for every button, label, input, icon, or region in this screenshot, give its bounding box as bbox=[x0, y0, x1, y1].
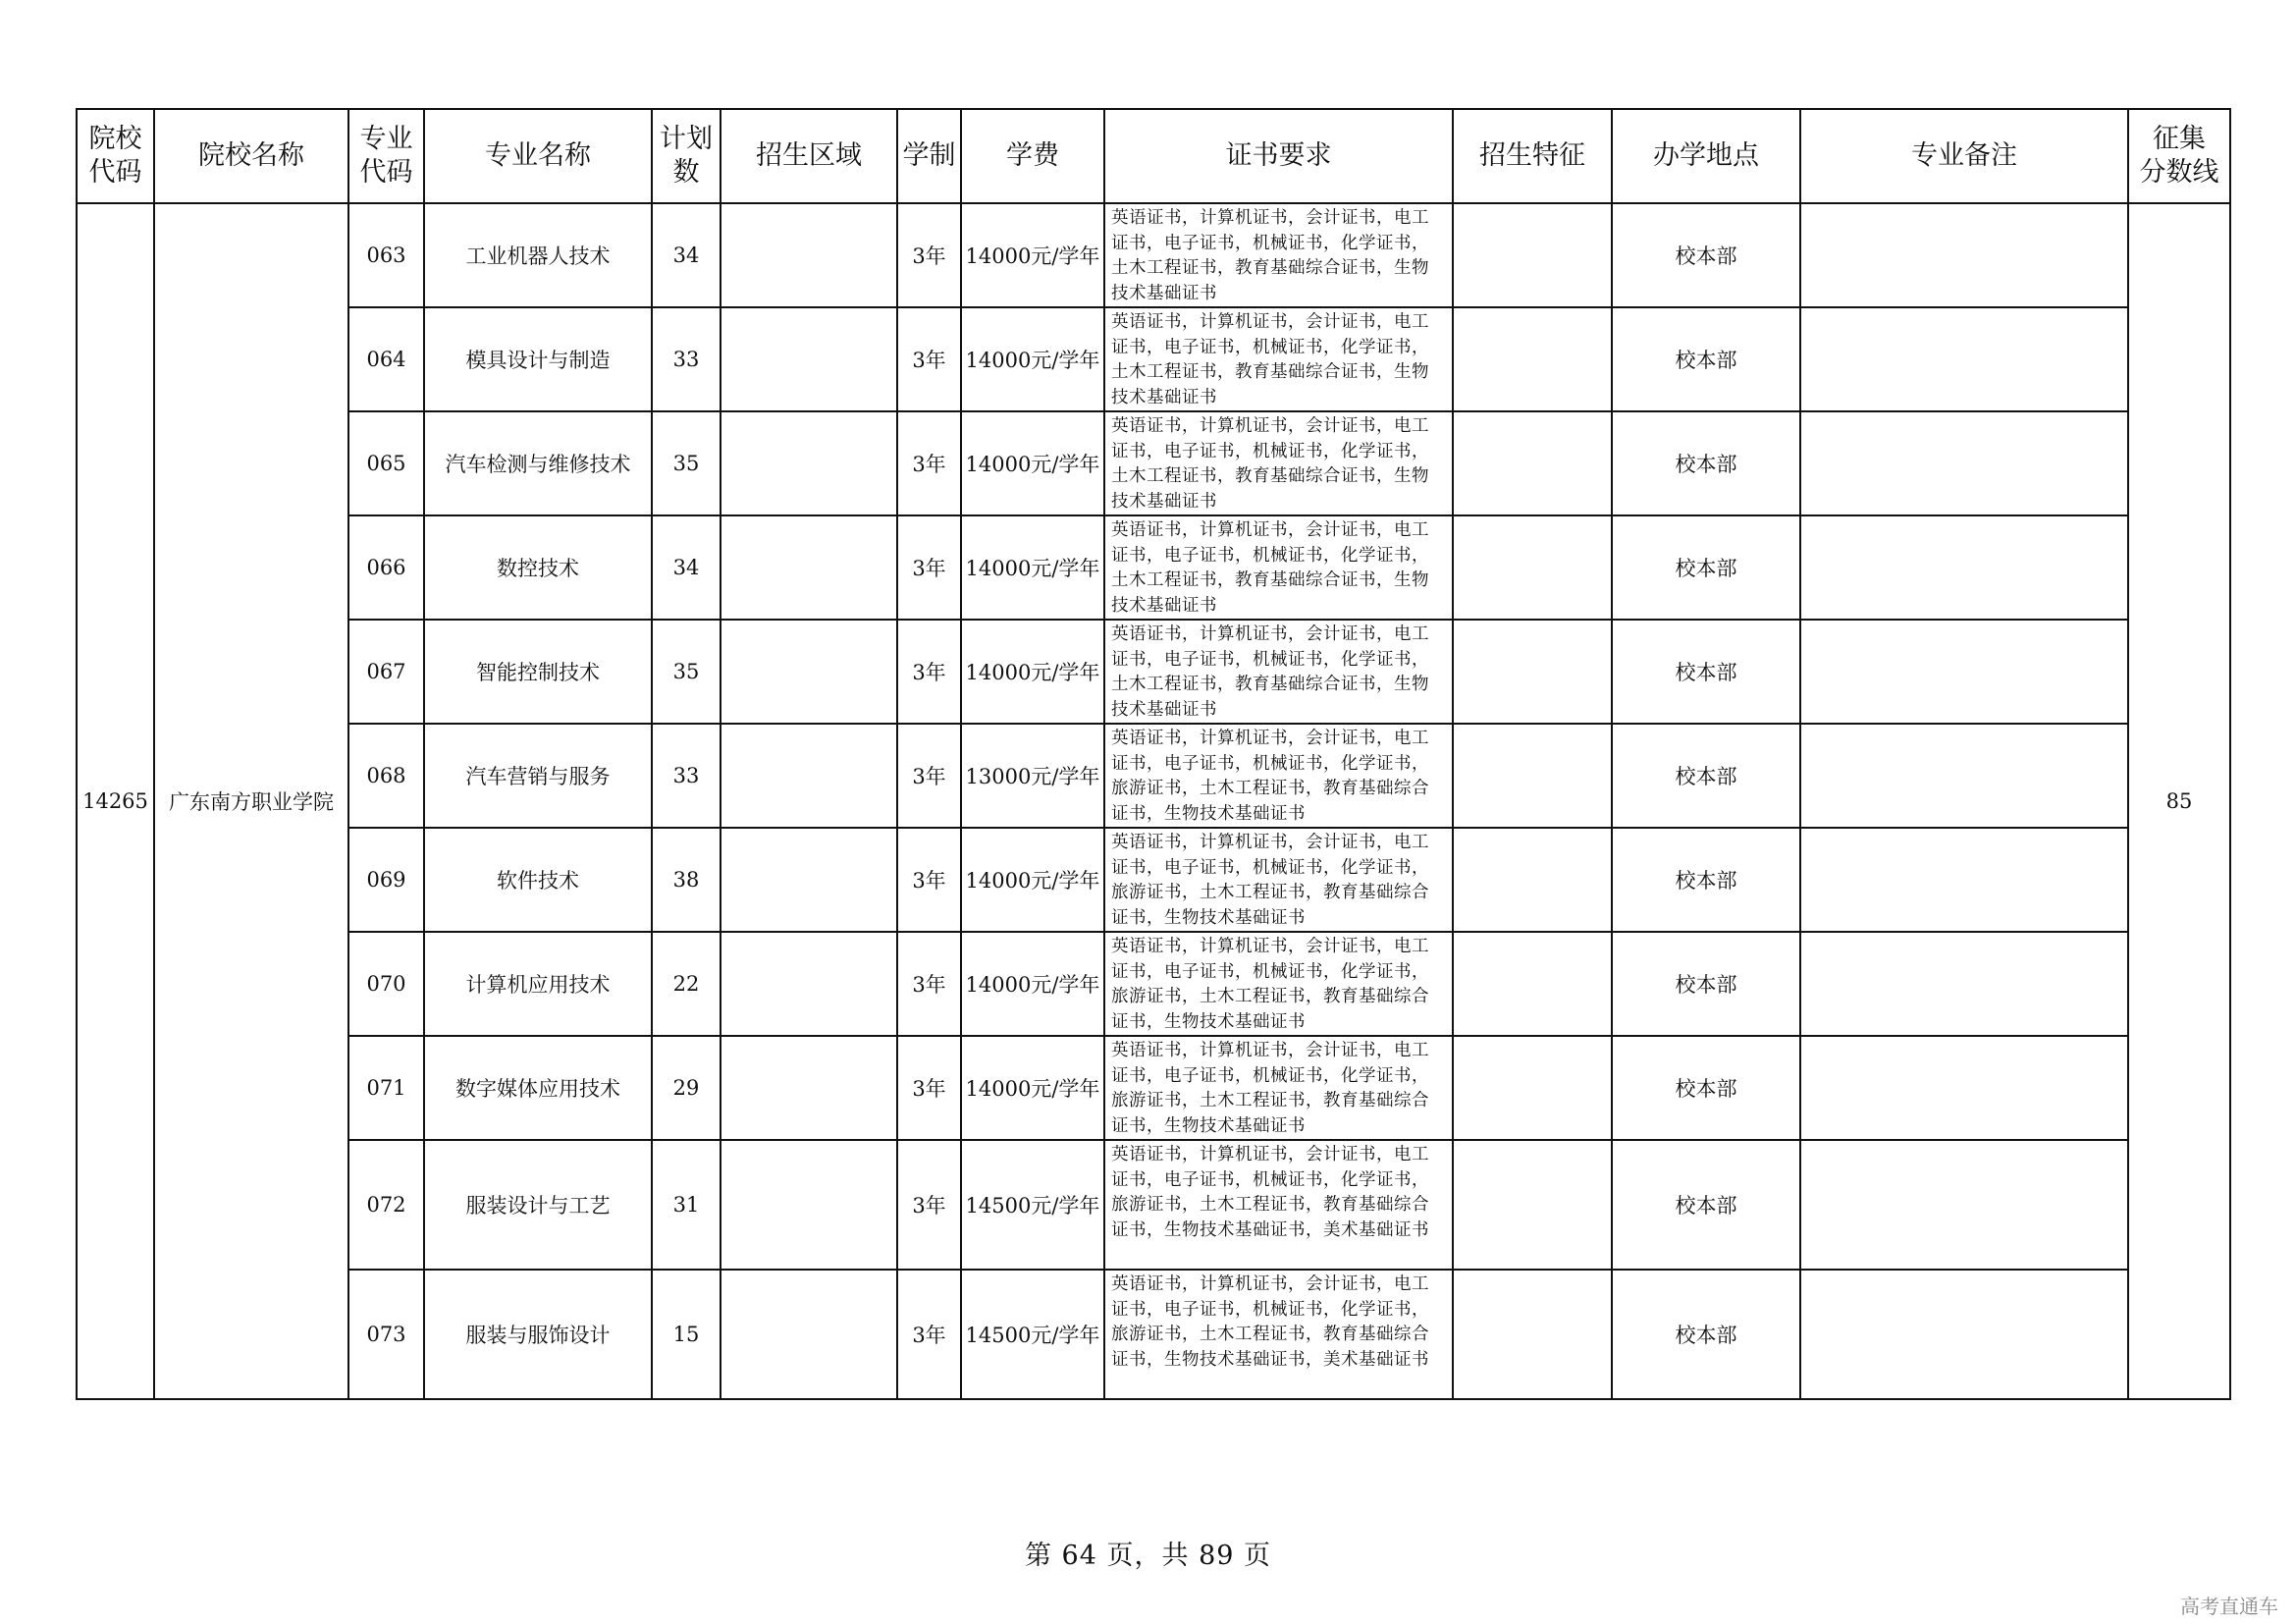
duration-cell: 3年 bbox=[897, 1270, 961, 1399]
header-label-line: 院校 bbox=[88, 124, 142, 154]
table-row bbox=[77, 828, 2230, 932]
region-cell bbox=[721, 203, 897, 307]
admission-plan-table-container bbox=[76, 108, 2229, 1400]
major-code-cell: 064 bbox=[348, 307, 424, 411]
region-cell bbox=[721, 515, 897, 620]
region-cell bbox=[721, 307, 897, 411]
remark-cell bbox=[1800, 828, 2128, 932]
school-name-cell: 广东南方职业学院 bbox=[154, 203, 348, 1399]
location-cell: 校本部 bbox=[1612, 307, 1800, 411]
duration-cell: 3年 bbox=[897, 1140, 961, 1270]
certificate-cell: 英语证书，计算机证书，会计证书，电工证书，电子证书，机械证书，化学证书，旅游证书，土木工程证书，教育基础综合证书，生物技术基础证书，美术基础证书 bbox=[1104, 1140, 1453, 1270]
header-label-line: 分数线 bbox=[2139, 157, 2219, 188]
certificate-cell: 英语证书，计算机证书，会计证书，电工证书，电子证书，机械证书，化学证书，旅游证书，土木工程证书，教育基础综合证书，生物技术基础证书 bbox=[1104, 1036, 1453, 1140]
duration-cell: 3年 bbox=[897, 515, 961, 620]
major-code-cell: 063 bbox=[348, 203, 424, 307]
table-header-row bbox=[77, 109, 2230, 203]
feature-cell bbox=[1453, 620, 1612, 724]
plan-count-cell: 38 bbox=[652, 828, 721, 932]
region-cell bbox=[721, 411, 897, 515]
major-code-cell: 065 bbox=[348, 411, 424, 515]
header-certificate bbox=[1104, 109, 1453, 203]
header-label-line: 代码 bbox=[359, 157, 413, 188]
header-major-code bbox=[348, 109, 424, 203]
plan-count-cell: 33 bbox=[652, 307, 721, 411]
header-label-line: 专业备注 bbox=[1911, 140, 2017, 171]
tuition-cell: 14000元/学年 bbox=[961, 307, 1104, 411]
remark-cell bbox=[1800, 724, 2128, 828]
certificate-cell: 英语证书，计算机证书，会计证书，电工证书，电子证书，机械证书，化学证书，旅游证书，土木工程证书，教育基础综合证书，生物技术基础证书，美术基础证书 bbox=[1104, 1270, 1453, 1399]
feature-cell bbox=[1453, 724, 1612, 828]
tuition-cell: 14500元/学年 bbox=[961, 1270, 1104, 1399]
region-cell bbox=[721, 932, 897, 1036]
header-duration bbox=[897, 109, 961, 203]
header-label-line: 学费 bbox=[1006, 140, 1059, 171]
certificate-cell: 英语证书，计算机证书，会计证书，电工证书，电子证书，机械证书，化学证书，旅游证书，土木工程证书，教育基础综合证书，生物技术基础证书 bbox=[1104, 932, 1453, 1036]
feature-cell bbox=[1453, 828, 1612, 932]
region-cell bbox=[721, 1270, 897, 1399]
table-body bbox=[77, 203, 2230, 1399]
header-remark bbox=[1800, 109, 2128, 203]
certificate-cell: 英语证书，计算机证书，会计证书，电工证书，电子证书，机械证书，化学证书，旅游证书，土木工程证书，教育基础综合证书，生物技术基础证书 bbox=[1104, 724, 1453, 828]
certificate-cell: 英语证书，计算机证书，会计证书，电工证书，电子证书，机械证书，化学证书，土木工程证书，教育基础综合证书，生物技术基础证书 bbox=[1104, 411, 1453, 515]
remark-cell bbox=[1800, 620, 2128, 724]
cutoff-score-cell: 85 bbox=[2128, 203, 2230, 1399]
tuition-cell: 14000元/学年 bbox=[961, 828, 1104, 932]
feature-cell bbox=[1453, 515, 1612, 620]
location-cell: 校本部 bbox=[1612, 203, 1800, 307]
region-cell bbox=[721, 1140, 897, 1270]
header-label-line: 证书要求 bbox=[1225, 140, 1332, 171]
major-name-cell: 计算机应用技术 bbox=[424, 932, 652, 1036]
tuition-cell: 14000元/学年 bbox=[961, 620, 1104, 724]
major-code-cell: 069 bbox=[348, 828, 424, 932]
remark-cell bbox=[1800, 1270, 2128, 1399]
plan-count-cell: 22 bbox=[652, 932, 721, 1036]
tuition-cell: 14000元/学年 bbox=[961, 515, 1104, 620]
header-location bbox=[1612, 109, 1800, 203]
table-row bbox=[77, 932, 2230, 1036]
major-code-cell: 071 bbox=[348, 1036, 424, 1140]
table-row bbox=[77, 724, 2230, 828]
major-code-cell: 067 bbox=[348, 620, 424, 724]
major-name-cell: 数控技术 bbox=[424, 515, 652, 620]
header-label-line: 院校名称 bbox=[198, 140, 304, 171]
major-code-cell: 072 bbox=[348, 1140, 424, 1270]
header-label-line: 代码 bbox=[88, 157, 142, 188]
tuition-cell: 14000元/学年 bbox=[961, 932, 1104, 1036]
duration-cell: 3年 bbox=[897, 620, 961, 724]
location-cell: 校本部 bbox=[1612, 1036, 1800, 1140]
header-region bbox=[721, 109, 897, 203]
tuition-cell: 14500元/学年 bbox=[961, 1140, 1104, 1270]
feature-cell bbox=[1453, 411, 1612, 515]
header-label-line: 办学地点 bbox=[1653, 140, 1759, 171]
header-plan-count bbox=[652, 109, 721, 203]
location-cell: 校本部 bbox=[1612, 411, 1800, 515]
plan-count-cell: 34 bbox=[652, 515, 721, 620]
region-cell bbox=[721, 828, 897, 932]
plan-count-cell: 35 bbox=[652, 411, 721, 515]
duration-cell: 3年 bbox=[897, 203, 961, 307]
feature-cell bbox=[1453, 203, 1612, 307]
admission-plan-table bbox=[76, 108, 2231, 1400]
table-row bbox=[77, 620, 2230, 724]
header-feature bbox=[1453, 109, 1612, 203]
major-code-cell: 066 bbox=[348, 515, 424, 620]
school-code-cell: 14265 bbox=[77, 203, 154, 1399]
header-label-line: 招生特征 bbox=[1479, 140, 1585, 171]
major-name-cell: 数字媒体应用技术 bbox=[424, 1036, 652, 1140]
remark-cell bbox=[1800, 411, 2128, 515]
duration-cell: 3年 bbox=[897, 307, 961, 411]
header-label-line: 学制 bbox=[902, 140, 956, 171]
watermark-text: 高考直通车 bbox=[2180, 1595, 2278, 1618]
duration-cell: 3年 bbox=[897, 411, 961, 515]
region-cell bbox=[721, 1036, 897, 1140]
location-cell: 校本部 bbox=[1612, 515, 1800, 620]
header-label-line: 征集 bbox=[2153, 124, 2206, 154]
header-school-code bbox=[77, 109, 154, 203]
remark-cell bbox=[1800, 1140, 2128, 1270]
header-label-line: 数 bbox=[672, 157, 700, 188]
feature-cell bbox=[1453, 1270, 1612, 1399]
certificate-cell: 英语证书，计算机证书，会计证书，电工证书，电子证书，机械证书，化学证书，土木工程证书，教育基础综合证书，生物技术基础证书 bbox=[1104, 307, 1453, 411]
remark-cell bbox=[1800, 307, 2128, 411]
remark-cell bbox=[1800, 203, 2128, 307]
tuition-cell: 14000元/学年 bbox=[961, 203, 1104, 307]
header-tuition bbox=[961, 109, 1104, 203]
major-name-cell: 服装设计与工艺 bbox=[424, 1140, 652, 1270]
location-cell: 校本部 bbox=[1612, 1270, 1800, 1399]
tuition-cell: 14000元/学年 bbox=[961, 411, 1104, 515]
table-row bbox=[77, 203, 2230, 307]
remark-cell bbox=[1800, 1036, 2128, 1140]
location-cell: 校本部 bbox=[1612, 724, 1800, 828]
table-row bbox=[77, 515, 2230, 620]
header-cutoff bbox=[2128, 109, 2230, 203]
header-school-name bbox=[154, 109, 348, 203]
region-cell bbox=[721, 724, 897, 828]
plan-count-cell: 29 bbox=[652, 1036, 721, 1140]
location-cell: 校本部 bbox=[1612, 932, 1800, 1036]
table-row bbox=[77, 1140, 2230, 1270]
major-code-cell: 073 bbox=[348, 1270, 424, 1399]
feature-cell bbox=[1453, 932, 1612, 1036]
header-label-line: 专业名称 bbox=[485, 140, 591, 171]
tuition-cell: 13000元/学年 bbox=[961, 724, 1104, 828]
remark-cell bbox=[1800, 515, 2128, 620]
location-cell: 校本部 bbox=[1612, 620, 1800, 724]
duration-cell: 3年 bbox=[897, 828, 961, 932]
table-row bbox=[77, 411, 2230, 515]
feature-cell bbox=[1453, 307, 1612, 411]
certificate-cell: 英语证书，计算机证书，会计证书，电工证书，电子证书，机械证书，化学证书，旅游证书，土木工程证书，教育基础综合证书，生物技术基础证书 bbox=[1104, 828, 1453, 932]
duration-cell: 3年 bbox=[897, 1036, 961, 1140]
feature-cell bbox=[1453, 1140, 1612, 1270]
duration-cell: 3年 bbox=[897, 724, 961, 828]
major-name-cell: 智能控制技术 bbox=[424, 620, 652, 724]
location-cell: 校本部 bbox=[1612, 828, 1800, 932]
major-name-cell: 软件技术 bbox=[424, 828, 652, 932]
plan-count-cell: 15 bbox=[652, 1270, 721, 1399]
header-label-line: 招生区域 bbox=[756, 140, 862, 171]
major-name-cell: 汽车营销与服务 bbox=[424, 724, 652, 828]
page-number-footer: 第 64 页，共 89 页 bbox=[1024, 1541, 1272, 1571]
region-cell bbox=[721, 620, 897, 724]
plan-count-cell: 31 bbox=[652, 1140, 721, 1270]
plan-count-cell: 33 bbox=[652, 724, 721, 828]
table-row bbox=[77, 307, 2230, 411]
certificate-cell: 英语证书，计算机证书，会计证书，电工证书，电子证书，机械证书，化学证书，土木工程证书，教育基础综合证书，生物技术基础证书 bbox=[1104, 515, 1453, 620]
major-code-cell: 068 bbox=[348, 724, 424, 828]
plan-count-cell: 34 bbox=[652, 203, 721, 307]
header-label-line: 专业 bbox=[359, 124, 413, 154]
major-name-cell: 模具设计与制造 bbox=[424, 307, 652, 411]
remark-cell bbox=[1800, 932, 2128, 1036]
certificate-cell: 英语证书，计算机证书，会计证书，电工证书，电子证书，机械证书，化学证书，土木工程证书，教育基础综合证书，生物技术基础证书 bbox=[1104, 620, 1453, 724]
major-name-cell: 工业机器人技术 bbox=[424, 203, 652, 307]
major-code-cell: 070 bbox=[348, 932, 424, 1036]
table-row bbox=[77, 1036, 2230, 1140]
table-row bbox=[77, 1270, 2230, 1399]
certificate-cell: 英语证书，计算机证书，会计证书，电工证书，电子证书，机械证书，化学证书，土木工程证书，教育基础综合证书，生物技术基础证书 bbox=[1104, 203, 1453, 307]
tuition-cell: 14000元/学年 bbox=[961, 1036, 1104, 1140]
feature-cell bbox=[1453, 1036, 1612, 1140]
duration-cell: 3年 bbox=[897, 932, 961, 1036]
location-cell: 校本部 bbox=[1612, 1140, 1800, 1270]
header-major-name bbox=[424, 109, 652, 203]
header-label-line: 计划 bbox=[660, 124, 713, 154]
major-name-cell: 汽车检测与维修技术 bbox=[424, 411, 652, 515]
plan-count-cell: 35 bbox=[652, 620, 721, 724]
major-name-cell: 服装与服饰设计 bbox=[424, 1270, 652, 1399]
